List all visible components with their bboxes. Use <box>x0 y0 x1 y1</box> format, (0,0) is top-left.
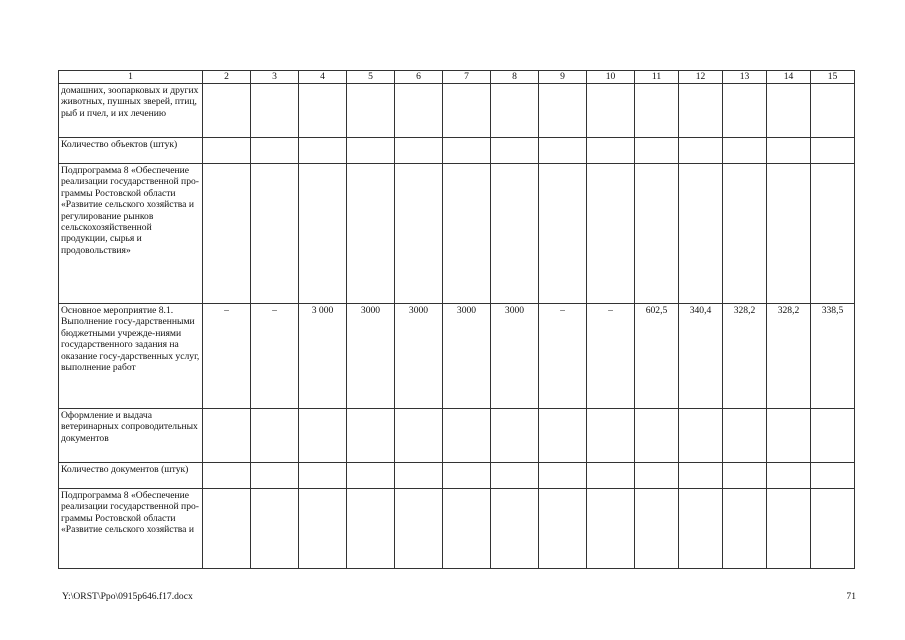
table-cell <box>203 489 251 569</box>
footer-file-path: Y:\ORST\Ppo\0915p646.f17.docx <box>62 591 193 602</box>
column-header-8: 8 <box>491 71 539 84</box>
table-cell <box>767 164 811 304</box>
table-cell <box>635 164 679 304</box>
page-number: 71 <box>846 591 856 602</box>
table-cell <box>443 164 491 304</box>
table-cell <box>491 489 539 569</box>
table-cell <box>203 164 251 304</box>
row-label: домашних, зоопарковых и других животных, пушных зверей, птиц, рыб и пчел, и их лечению <box>59 84 203 138</box>
table-cell <box>491 84 539 138</box>
table-cell <box>811 138 855 164</box>
table-cell: 3000 <box>443 304 491 409</box>
column-header-6: 6 <box>395 71 443 84</box>
table-cell <box>395 489 443 569</box>
table-cell <box>723 409 767 463</box>
table-cell <box>203 84 251 138</box>
table-cell <box>491 463 539 489</box>
table-cell <box>811 84 855 138</box>
table-cell <box>767 489 811 569</box>
table-cell <box>347 84 395 138</box>
table-cell <box>679 138 723 164</box>
row-label: Количество объектов (штук) <box>59 138 203 164</box>
table-cell <box>539 489 587 569</box>
table-cell <box>767 409 811 463</box>
table-cell <box>347 463 395 489</box>
table-cell <box>491 138 539 164</box>
table-cell <box>299 84 347 138</box>
column-header-9: 9 <box>539 71 587 84</box>
table-cell: 328,2 <box>767 304 811 409</box>
table-cell <box>679 489 723 569</box>
table-cell <box>539 409 587 463</box>
column-header-10: 10 <box>587 71 635 84</box>
table-cell: 3 000 <box>299 304 347 409</box>
row-label: Подпрограмма 8 «Обеспечение реализации государственной про-граммы Ростовской области «Развитие сельского хозяйства и <box>59 489 203 569</box>
table-cell <box>299 463 347 489</box>
table-cell <box>811 489 855 569</box>
column-header-15: 15 <box>811 71 855 84</box>
table-cell <box>587 138 635 164</box>
table-header-row <box>59 71 855 84</box>
table-cell <box>539 138 587 164</box>
table-cell <box>587 409 635 463</box>
column-header-7: 7 <box>443 71 491 84</box>
table-cell <box>635 138 679 164</box>
table-cell <box>203 463 251 489</box>
table-cell: 328,2 <box>723 304 767 409</box>
table-cell <box>443 409 491 463</box>
table-cell: – <box>251 304 299 409</box>
table-cell <box>723 164 767 304</box>
column-header-2: 2 <box>203 71 251 84</box>
column-header-1: 1 <box>59 71 203 84</box>
row-label: Подпрограмма 8 «Обеспечение реализации государственной про-граммы Ростовской области «Развитие сельского хозяйства и регулирование рынков сельскохозяйственной продукции, сырья и продовольствия» <box>59 164 203 304</box>
table-cell <box>347 409 395 463</box>
table-cell: 338,5 <box>811 304 855 409</box>
table-cell <box>395 409 443 463</box>
table-cell: – <box>539 304 587 409</box>
table-cell <box>251 463 299 489</box>
table-cell <box>679 84 723 138</box>
table-cell <box>491 164 539 304</box>
table-cell <box>251 164 299 304</box>
table-cell <box>679 409 723 463</box>
table-cell <box>251 84 299 138</box>
table-cell <box>299 164 347 304</box>
table-cell <box>251 138 299 164</box>
column-header-3: 3 <box>251 71 299 84</box>
table-cell <box>635 489 679 569</box>
column-header-13: 13 <box>723 71 767 84</box>
table-row <box>59 304 855 409</box>
table-cell <box>251 489 299 569</box>
table-cell <box>539 84 587 138</box>
table-cell <box>443 138 491 164</box>
table-cell <box>491 409 539 463</box>
table-cell <box>723 138 767 164</box>
table-cell <box>299 409 347 463</box>
table-cell <box>767 138 811 164</box>
table-cell <box>251 409 299 463</box>
table-row <box>59 164 855 304</box>
table-cell <box>347 138 395 164</box>
data-table <box>58 70 855 569</box>
table-cell: 340,4 <box>679 304 723 409</box>
table-cell <box>539 463 587 489</box>
column-header-4: 4 <box>299 71 347 84</box>
table-cell <box>539 164 587 304</box>
table-cell <box>395 463 443 489</box>
table-cell <box>723 489 767 569</box>
table-cell <box>767 84 811 138</box>
table-cell: – <box>587 304 635 409</box>
table-row <box>59 463 855 489</box>
table-cell <box>679 164 723 304</box>
table-cell <box>395 138 443 164</box>
table-cell: 602,5 <box>635 304 679 409</box>
table-cell <box>299 489 347 569</box>
table-cell: 3000 <box>395 304 443 409</box>
table-row <box>59 409 855 463</box>
row-label: Основное мероприятие 8.1. Выполнение госу-дарственными бюджетными учрежде-ниями государственного задания на оказание госу-дарственных услуг, выполнение работ <box>59 304 203 409</box>
table-cell <box>635 409 679 463</box>
table-cell <box>767 463 811 489</box>
table-cell <box>203 138 251 164</box>
table-cell <box>347 489 395 569</box>
table-cell: 3000 <box>491 304 539 409</box>
table-row <box>59 138 855 164</box>
column-header-11: 11 <box>635 71 679 84</box>
table-cell <box>635 84 679 138</box>
table-cell <box>443 463 491 489</box>
table-cell <box>679 463 723 489</box>
column-header-14: 14 <box>767 71 811 84</box>
table-cell <box>635 463 679 489</box>
table-cell <box>587 489 635 569</box>
table-cell: 3000 <box>347 304 395 409</box>
table-cell <box>587 463 635 489</box>
table-cell <box>587 84 635 138</box>
table-cell <box>811 409 855 463</box>
table-cell <box>811 164 855 304</box>
table-row <box>59 84 855 138</box>
table-cell <box>811 463 855 489</box>
table-cell: – <box>203 304 251 409</box>
table-cell <box>203 409 251 463</box>
table-cell <box>443 489 491 569</box>
table-cell <box>347 164 395 304</box>
table-cell <box>395 164 443 304</box>
table-row <box>59 489 855 569</box>
row-label: Оформление и выдача ветеринарных сопроводительных документов <box>59 409 203 463</box>
column-header-12: 12 <box>679 71 723 84</box>
row-label: Количество документов (штук) <box>59 463 203 489</box>
column-header-5: 5 <box>347 71 395 84</box>
table-cell <box>587 164 635 304</box>
table-cell <box>723 463 767 489</box>
table-cell <box>723 84 767 138</box>
table-cell <box>395 84 443 138</box>
table-cell <box>443 84 491 138</box>
table-cell <box>299 138 347 164</box>
